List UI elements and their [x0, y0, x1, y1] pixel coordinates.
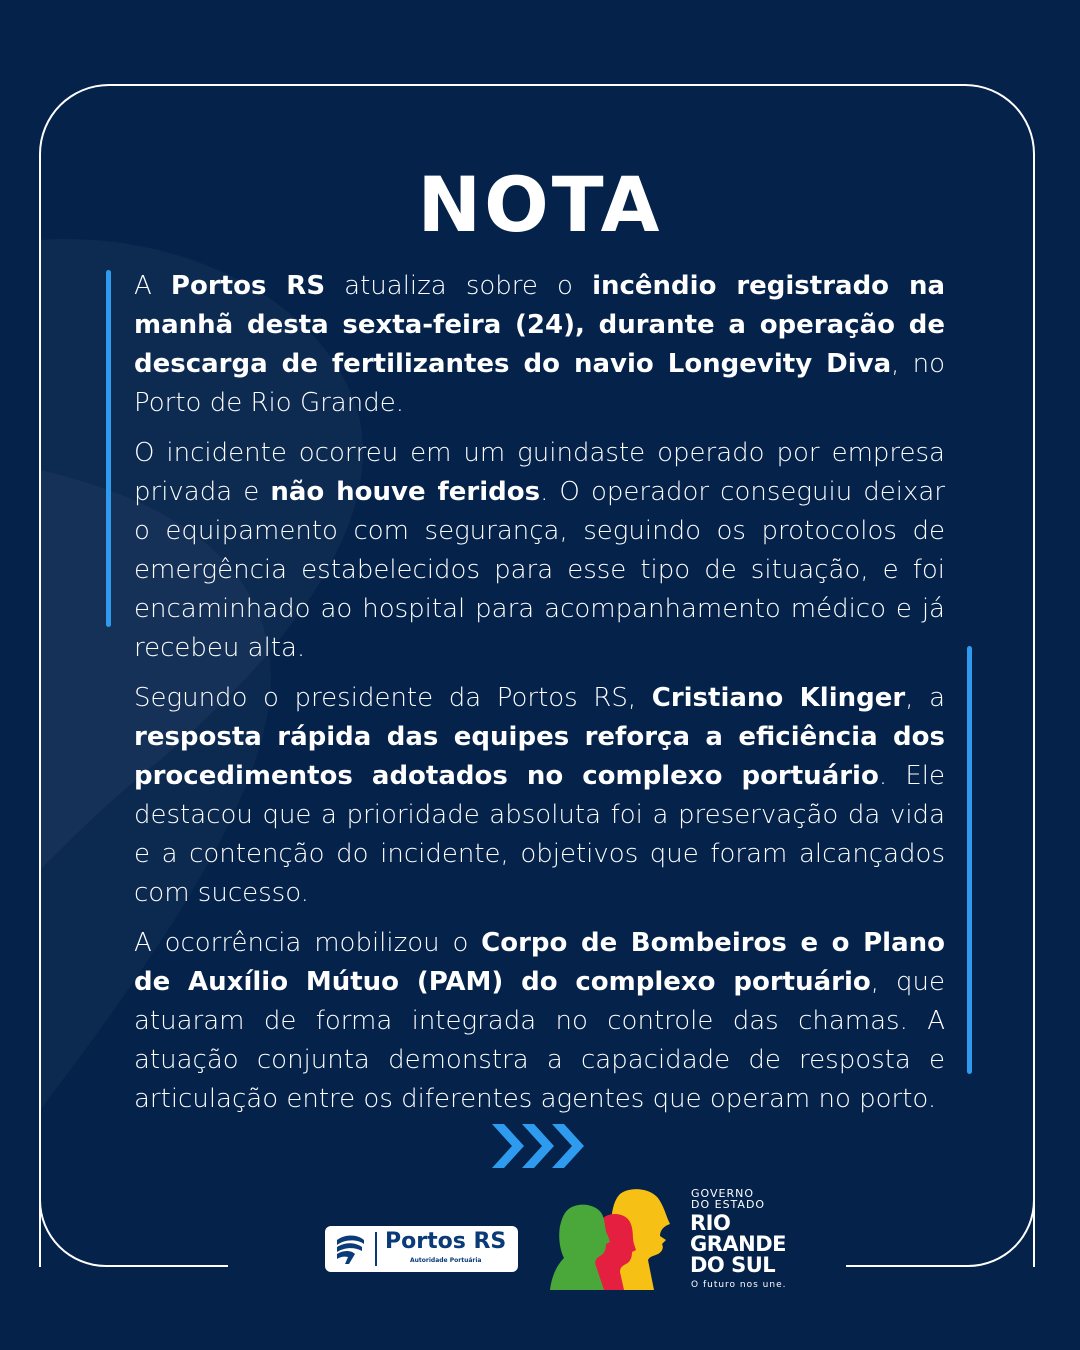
- segment: , que atuaram de forma integrada no controle das chamas. A atuação conjunta demonstra a capacidade de resposta e articulação entre os diferentes agentes que operam no porto.: [134, 967, 945, 1114]
- gov-line-2: DO ESTADO: [691, 1198, 766, 1211]
- paragraph-4: [134, 924, 945, 1119]
- segment-bold: incêndio registrado na manhã desta sexta-feira (24), durante a operação de descarga de fertilizantes do navio Longevity Diva: [134, 271, 945, 379]
- segment-bold: não houve feridos: [270, 477, 541, 507]
- segment-bold: Portos RS: [170, 271, 326, 301]
- gov-line-5: DO SUL: [690, 1253, 776, 1277]
- segment-bold: resposta rápida das equipes reforça a eficiência dos procedimentos adotados no complexo portuário: [134, 722, 945, 791]
- paragraph-3: [134, 679, 945, 913]
- portos-logo-subtitle: Autoridade Portuária: [410, 1257, 482, 1264]
- frame-bottom-line-left: [108, 1265, 228, 1267]
- segment: A ocorrência mobilizou o: [134, 928, 482, 958]
- portos-wave-icon: [333, 1232, 367, 1266]
- paragraph-1: [134, 267, 945, 423]
- segment: . Ele destacou que a prioridade absoluta foi a preservação da vida e a contenção do incidente, objetivos que foram alcançados com sucesso.: [134, 761, 945, 908]
- segment: A: [134, 271, 171, 301]
- frame-bottom-line-right: [846, 1265, 966, 1267]
- segment: , no Porto de Rio Grande.: [134, 349, 946, 418]
- portos-rs-logo: [325, 1226, 518, 1272]
- segment: atualiza sobre o: [325, 271, 593, 301]
- segment: . O operador conseguiu deixar o equipamento com segurança, seguindo os protocolos de emergência estabelecidos para esse tipo de situação, e foi encaminhado ao hospital para acompanhamento médico e já recebeu alta.: [134, 477, 945, 663]
- gov-line-1: GOVERNO: [691, 1187, 754, 1200]
- segment: Segundo o presidente da Portos RS,: [134, 683, 652, 713]
- accent-bar-left: [106, 270, 111, 627]
- page-title: NOTA: [417, 160, 663, 249]
- logo-divider: [375, 1232, 377, 1266]
- gov-line-3: RIO: [690, 1211, 731, 1235]
- segment-bold: Cristiano Klinger: [651, 683, 906, 713]
- accent-bar-right: [967, 646, 972, 1074]
- note-body: [134, 267, 945, 1130]
- triple-chevron-right-icon: [490, 1120, 590, 1172]
- gov-rs-figures-icon: [550, 1186, 678, 1290]
- gov-line-4: GRANDE: [690, 1232, 787, 1256]
- segment: , a: [905, 683, 946, 713]
- segment: O incidente ocorreu em um guindaste operado por empresa privada e: [134, 438, 945, 507]
- segment-bold: Corpo de Bombeiros e o Plano de Auxílio Mútuo (PAM) do complexo portuário: [134, 928, 945, 997]
- gov-slogan: O futuro nos une.: [691, 1280, 787, 1290]
- paragraph-2: [134, 434, 945, 668]
- portos-logo-name: Portos RS: [385, 1229, 507, 1254]
